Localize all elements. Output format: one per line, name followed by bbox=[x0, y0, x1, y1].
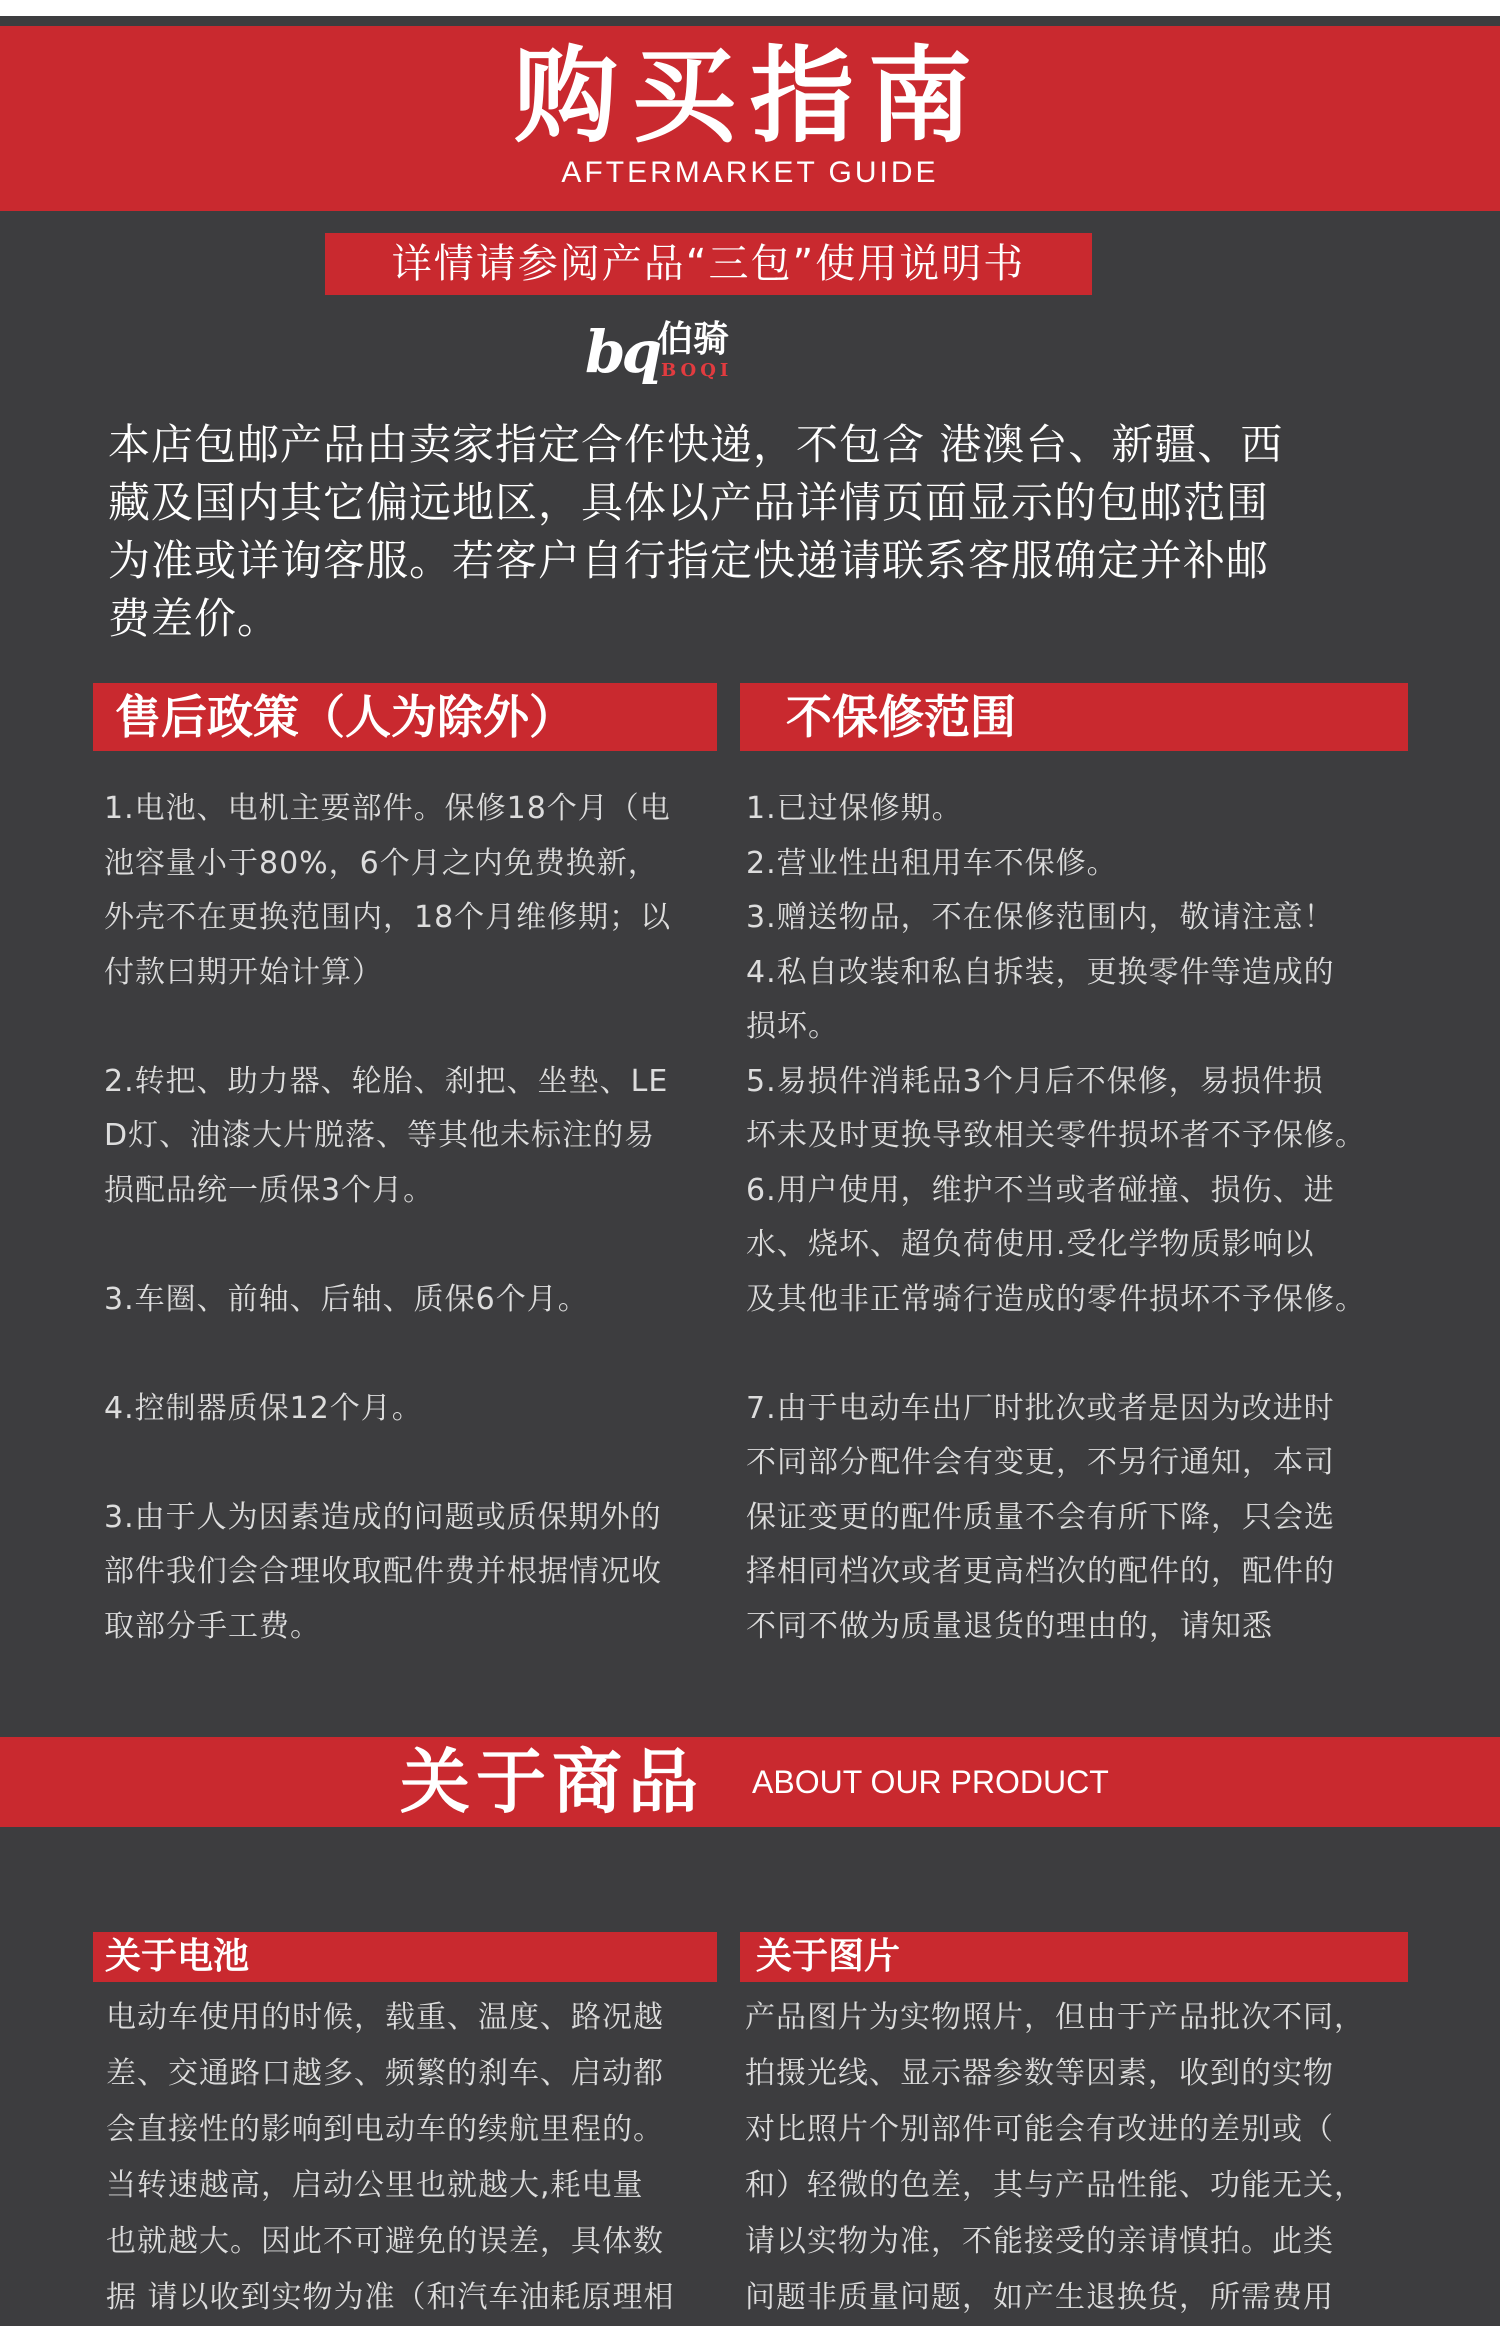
exclusion-line bbox=[746, 1327, 1406, 1382]
pictures-line: 和）轻微的色差，其与产品性能、功能无关， bbox=[745, 2168, 1365, 2203]
brand-logo bbox=[585, 316, 755, 388]
exclusion-heading: 不保修范围 bbox=[740, 683, 1408, 751]
logo-cn: 伯骑 bbox=[657, 319, 730, 360]
page-subtitle: AFTERMARKET GUIDE bbox=[561, 156, 939, 189]
battery-line: 当转速越高，启动公里也就越大,耗电量 bbox=[106, 2168, 644, 2203]
policy-line: 池容量小于80%，6个月之内免费换新， bbox=[104, 845, 659, 881]
policy-line bbox=[104, 1327, 720, 1382]
policy-line: 4.控制器质保12个月。 bbox=[104, 1390, 423, 1426]
intro-line: 藏及国内其它偏远地区，具体以产品详情页面显示的包邮范围 bbox=[108, 478, 1270, 527]
policy-line: 3.由于人为因素造成的问题或质保期外的 bbox=[104, 1499, 662, 1535]
exclusion-line: 7.由于电动车出厂时批次或者是因为改进时 bbox=[746, 1390, 1335, 1426]
exclusion-line: 1.已过保修期。 bbox=[746, 791, 963, 826]
pictures-line: 问题非质量问题，如产生退换货，所需费用 bbox=[745, 2280, 1334, 2315]
exclusion-list bbox=[746, 782, 1406, 1654]
manual-notice-banner: 详情请参阅产品“三包”使用说明书 bbox=[325, 233, 1092, 295]
exclusion-line: 择相同档次或者更高档次的配件的，配件的 bbox=[746, 1554, 1335, 1589]
pictures-heading: 关于图片 bbox=[740, 1932, 1408, 1982]
about-subtitle: ABOUT OUR PRODUCT bbox=[752, 1764, 1109, 1800]
policy-line: 3.车圈、前轴、后轴、质保6个月。 bbox=[104, 1281, 589, 1317]
pictures-line: 拍摄光线、显示器参数等因素，收到的实物 bbox=[745, 2056, 1334, 2091]
pictures-line: 请以实物为准，不能接受的亲请慎拍。此类 bbox=[745, 2224, 1334, 2259]
exclusion-line: 不同不做为质量退货的理由的，请知悉 bbox=[746, 1608, 1273, 1644]
policy-line: 取部分手工费。 bbox=[104, 1608, 321, 1644]
policy-line: 付款曰期开始计算） bbox=[104, 954, 383, 990]
battery-heading: 关于电池 bbox=[93, 1932, 717, 1982]
battery-text bbox=[106, 1990, 726, 2326]
pictures-line: 对比照片个别部件可能会有改进的差别或（ bbox=[745, 2112, 1334, 2147]
pictures-line: 产品图片为实物照片，但由于产品批次不同， bbox=[745, 2000, 1365, 2035]
intro-line: 费差价。 bbox=[108, 594, 281, 643]
exclusion-line: 保证变更的配件质量不会有所下降，只会选 bbox=[746, 1499, 1335, 1535]
battery-line: 差、交通路口越多、频繁的刹车、启动都 bbox=[106, 2056, 664, 2091]
policy-line bbox=[104, 1436, 720, 1491]
logo-en: BOQI bbox=[661, 360, 733, 381]
policy-line: 部件我们会合理收取配件费并根据情况收 bbox=[104, 1554, 662, 1589]
exclusion-line: 6.用户使用，维护不当或者碰撞、损伤、进 bbox=[746, 1172, 1335, 1208]
policy-line bbox=[104, 1000, 720, 1055]
intro-line: 为准或详询客服。若客户自行指定快递请联系客服确定并补邮 bbox=[108, 536, 1270, 585]
exclusion-line: 5.易损件消耗品3个月后不保修，易损件损 bbox=[746, 1063, 1324, 1099]
battery-line: 据 请以收到实物为准（和汽车油耗原理相 bbox=[106, 2280, 675, 2315]
top-strip bbox=[0, 0, 1500, 18]
about-product-banner bbox=[0, 1737, 1500, 1827]
exclusion-line: 及其他非正常骑行造成的零件损坏不予保修。 bbox=[746, 1281, 1366, 1317]
policy-line bbox=[104, 1218, 720, 1273]
policy-line: 外壳不在更换范围内，18个月维修期；以 bbox=[104, 900, 672, 935]
intro-line: 本店包邮产品由卖家指定合作快递，不包含 港澳台、新疆、西 bbox=[108, 420, 1284, 469]
exclusion-line: 水、烧坏、超负荷使用.受化学物质影响以 bbox=[746, 1227, 1315, 1262]
policy-list bbox=[104, 782, 720, 1654]
battery-line: 也就越大。因此不可避免的误差，具体数 bbox=[106, 2224, 664, 2259]
exclusion-line: 2.营业性出租用车不保修。 bbox=[746, 845, 1118, 881]
about-title: 关于商品 bbox=[400, 1741, 704, 1823]
exclusion-line: 3.赠送物品，不在保修范围内，敬请注意！ bbox=[746, 900, 1335, 935]
logo-mark: bq bbox=[585, 318, 659, 386]
battery-line: 电动车使用的时候，载重、温度、路况越 bbox=[106, 2000, 664, 2035]
policy-line: 1.电池、电机主要部件。保修18个月（电 bbox=[104, 791, 671, 826]
exclusion-line: 4.私自改装和私自拆装，更换零件等造成的 bbox=[746, 954, 1335, 990]
shipping-intro bbox=[108, 416, 1408, 648]
policy-line: D灯、油漆大片脱落、等其他未标注的易 bbox=[104, 1118, 656, 1153]
policy-line: 损配品统一质保3个月。 bbox=[104, 1172, 435, 1208]
policy-line: 2.转把、助力器、轮胎、刹把、坐垫、LE bbox=[104, 1063, 669, 1099]
exclusion-line: 不同部分配件会有变更，不另行通知，本司 bbox=[746, 1445, 1335, 1480]
page-title: 购买指南 bbox=[513, 35, 986, 157]
pictures-text bbox=[745, 1990, 1410, 2326]
policy-heading: 售后政策（人为除外） bbox=[93, 683, 717, 751]
exclusion-line: 坏未及时更换导致相关零件损坏者不予保修。 bbox=[746, 1118, 1366, 1153]
battery-line: 会直接性的影响到电动车的续航里程的。 bbox=[106, 2112, 664, 2147]
exclusion-line: 损坏。 bbox=[746, 1009, 839, 1044]
guide-header bbox=[0, 26, 1500, 211]
